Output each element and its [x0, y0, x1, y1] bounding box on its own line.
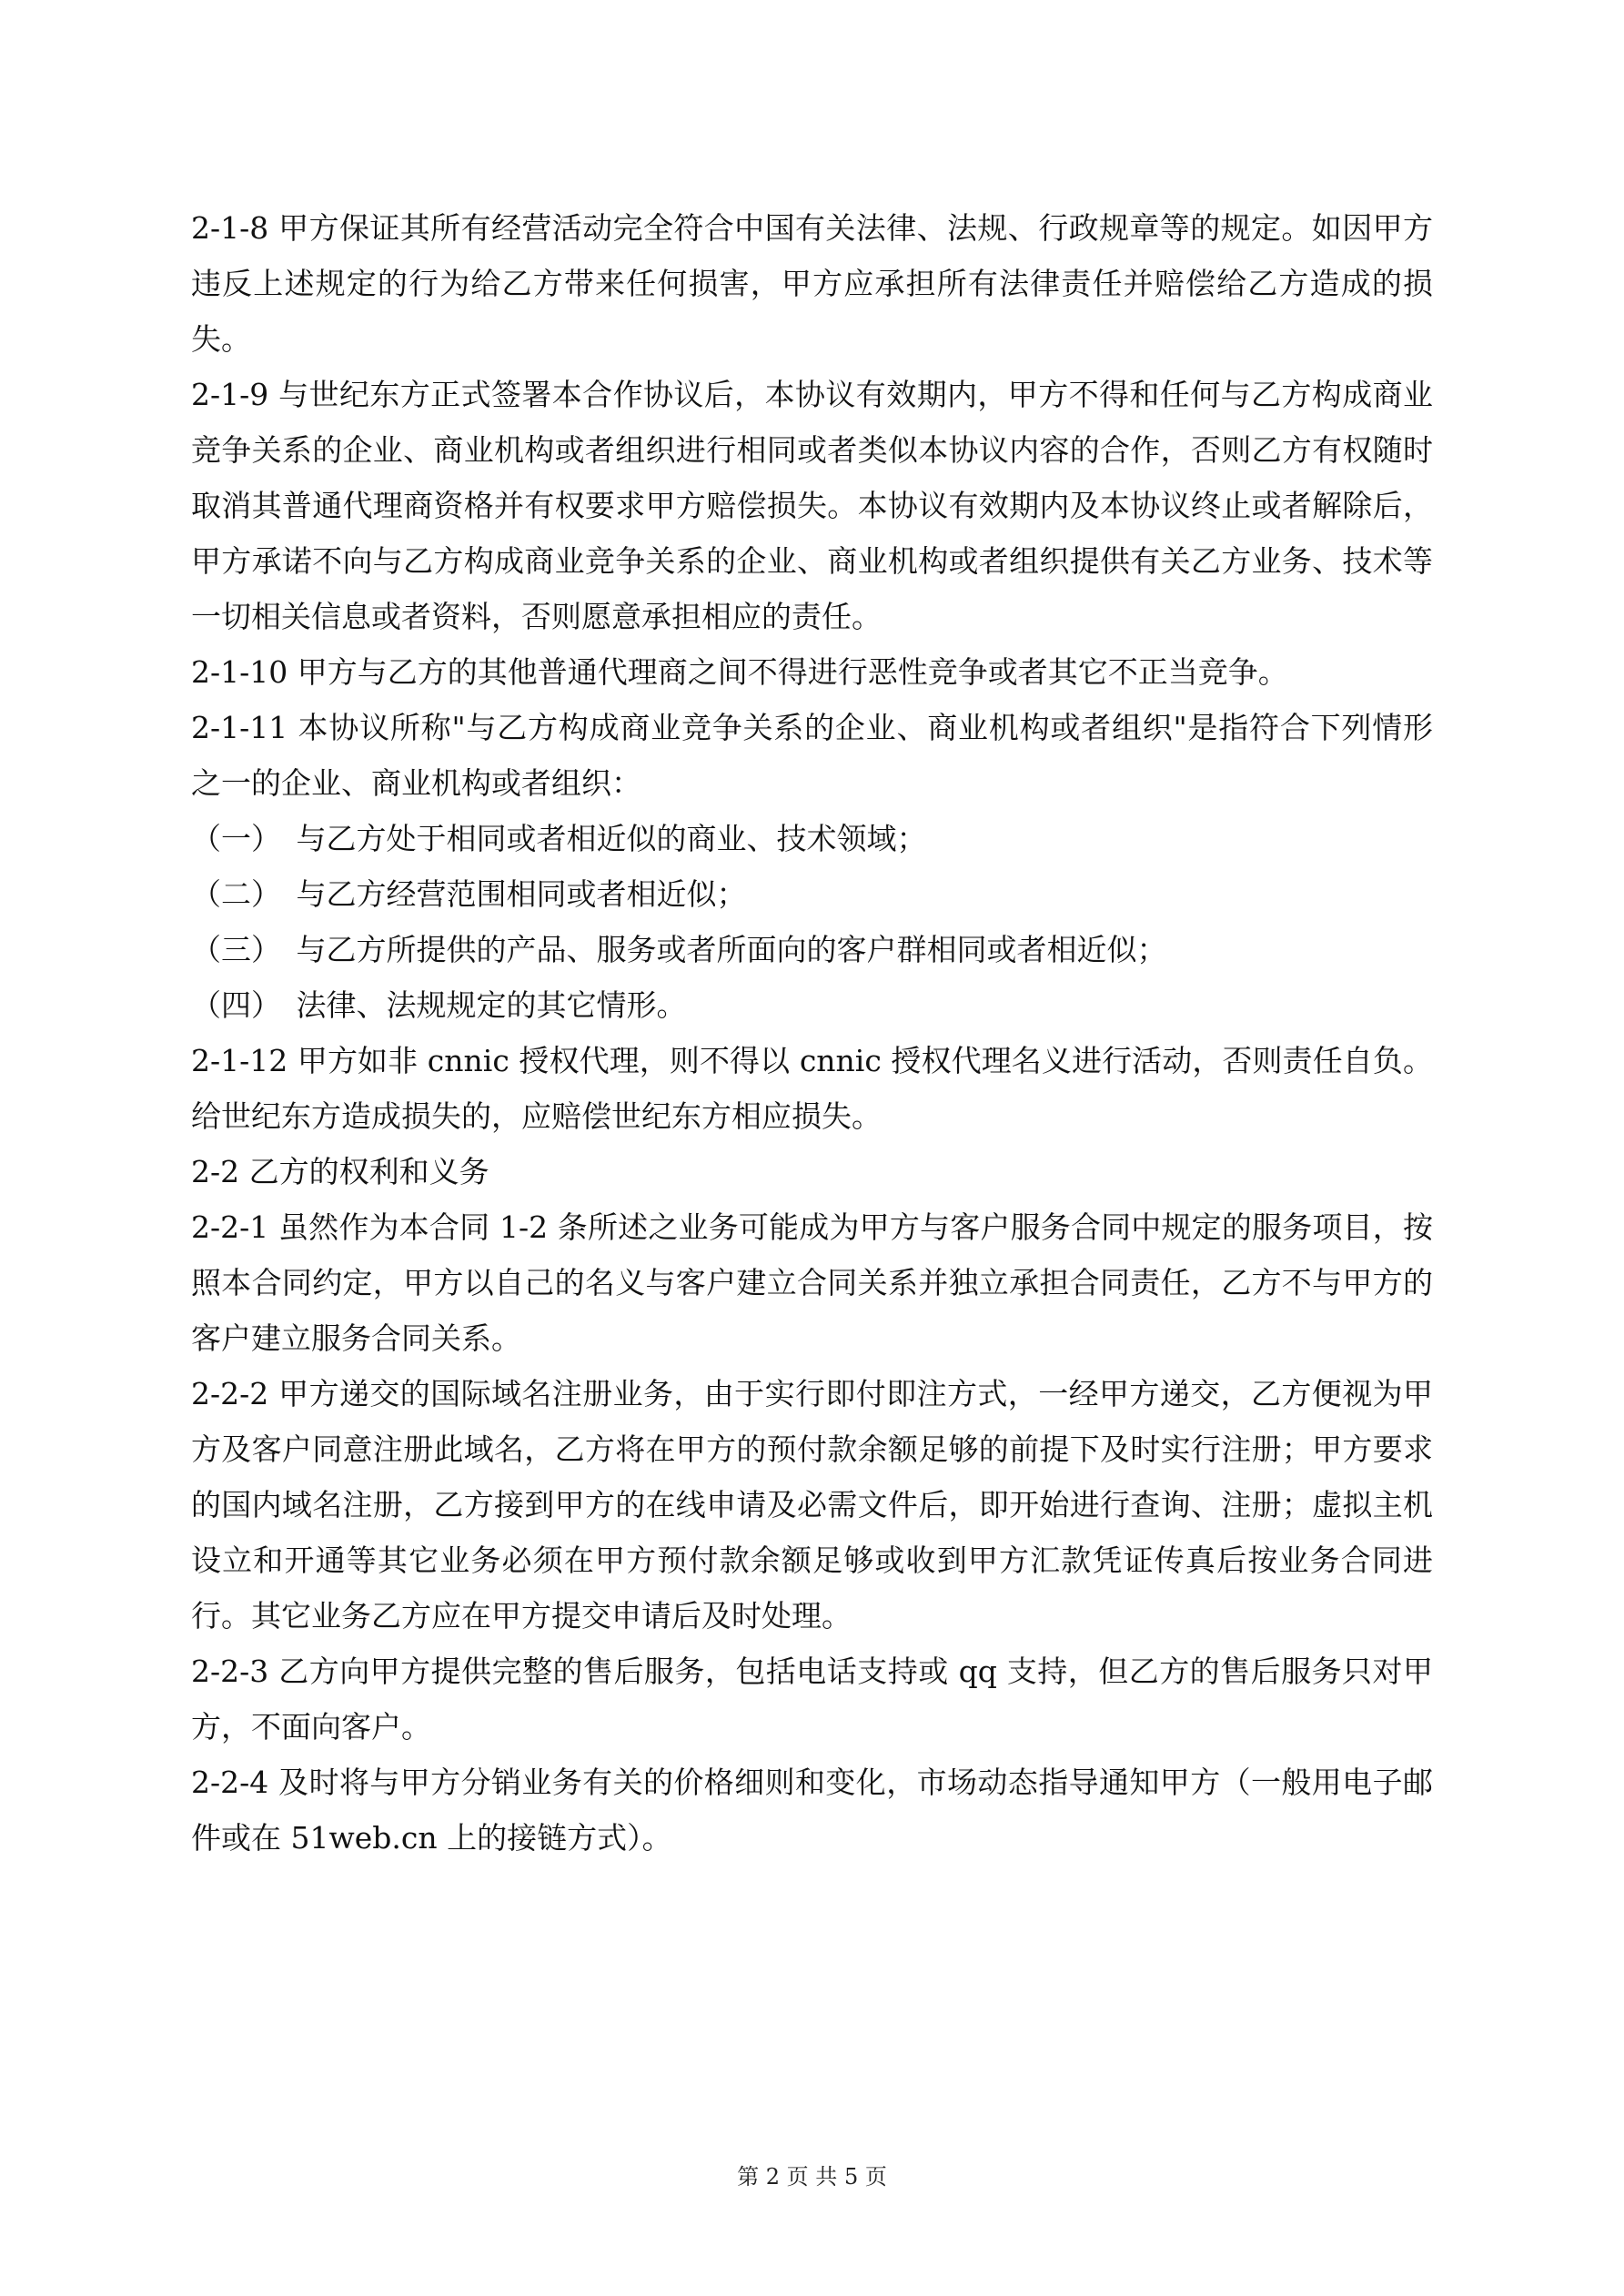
clause-2-2-4: 2-2-4 及时将与甲方分销业务有关的价格细则和变化，市场动态指导通知甲方（一般用电子邮件或在 51web.cn 上的接链方式）。 — [191, 1765, 1433, 1856]
list-item-4: （四） 法律、法规规定的其它情形。 — [191, 987, 687, 1023]
clause-2-1-12: 2-1-12 甲方如非 cnnic 授权代理，则不得以 cnnic 授权代理名义进行活动，否则责任自负。给世纪东方造成损失的，应赔偿世纪东方相应损失。 — [191, 1043, 1433, 1134]
clause-2-2-3: 2-2-3 乙方向甲方提供完整的售后服务，包括电话支持或 qq 支持，但乙方的售后服务只对甲方，不面向客户。 — [191, 1654, 1433, 1745]
list-item-2: （二） 与乙方经营范围相同或者相近似； — [191, 876, 747, 912]
clause-2-1-9: 2-1-9 与世纪东方正式签署本合作协议后，本协议有效期内，甲方不得和任何与乙方构成商业竞争关系的企业、商业机构或者组织进行相同或者类似本协议内容的合作，否则乙方有权随时取消其普通代理商资格并有权要求甲方赔偿损失。本协议有效期内及本协议终止或者解除后，甲方承诺不向与乙方构成商业竞争关系的企业、商业机构或者组织提供有关乙方业务、技术等一切相关信息或者资料，否则愿意承担相应的责任。 — [191, 377, 1433, 634]
section-heading-2-2: 2-2 乙方的权利和义务 — [191, 1154, 489, 1189]
document-body — [191, 200, 1433, 1866]
clause-2-1-10: 2-1-10 甲方与乙方的其他普通代理商之间不得进行恶性竞争或者其它不正当竞争。 — [191, 654, 1288, 690]
clause-2-2-1: 2-2-1 虽然作为本合同 1-2 条所述之业务可能成为甲方与客户服务合同中规定的服务项目，按照本合同约定，甲方以自己的名义与客户建立合同关系并独立承担合同责任，乙方不与甲方的客户建立服务合同关系。 — [191, 1209, 1433, 1356]
list-item-1: （一） 与乙方处于相同或者相近似的商业、技术领域； — [191, 821, 927, 856]
clause-2-2-2: 2-2-2 甲方递交的国际域名注册业务，由于实行即付即注方式，一经甲方递交，乙方便视为甲方及客户同意注册此域名，乙方将在甲方的预付款余额足够的前提下及时实行注册；甲方要求的国内域名注册，乙方接到甲方的在线申请及必需文件后，即开始进行查询、注册；虚拟主机设立和开通等其它业务必须在甲方预付款余额足够或收到甲方汇款凭证传真后按业务合同进行。其它业务乙方应在甲方提交申请后及时处理。 — [191, 1376, 1433, 1633]
page-number-footer: 第 2 页 共 5 页 — [737, 2164, 887, 2190]
clause-2-1-8: 2-1-8 甲方保证其所有经营活动完全符合中国有关法律、法规、行政规章等的规定。如因甲方违反上述规定的行为给乙方带来任何损害，甲方应承担所有法律责任并赔偿给乙方造成的损失。 — [191, 210, 1433, 357]
clause-2-1-11: 2-1-11 本协议所称"与乙方构成商业竞争关系的企业、商业机构或者组织"是指符合下列情形之一的企业、商业机构或者组织： — [191, 710, 1433, 801]
list-item-3: （三） 与乙方所提供的产品、服务或者所面向的客户群相同或者相近似； — [191, 932, 1167, 967]
